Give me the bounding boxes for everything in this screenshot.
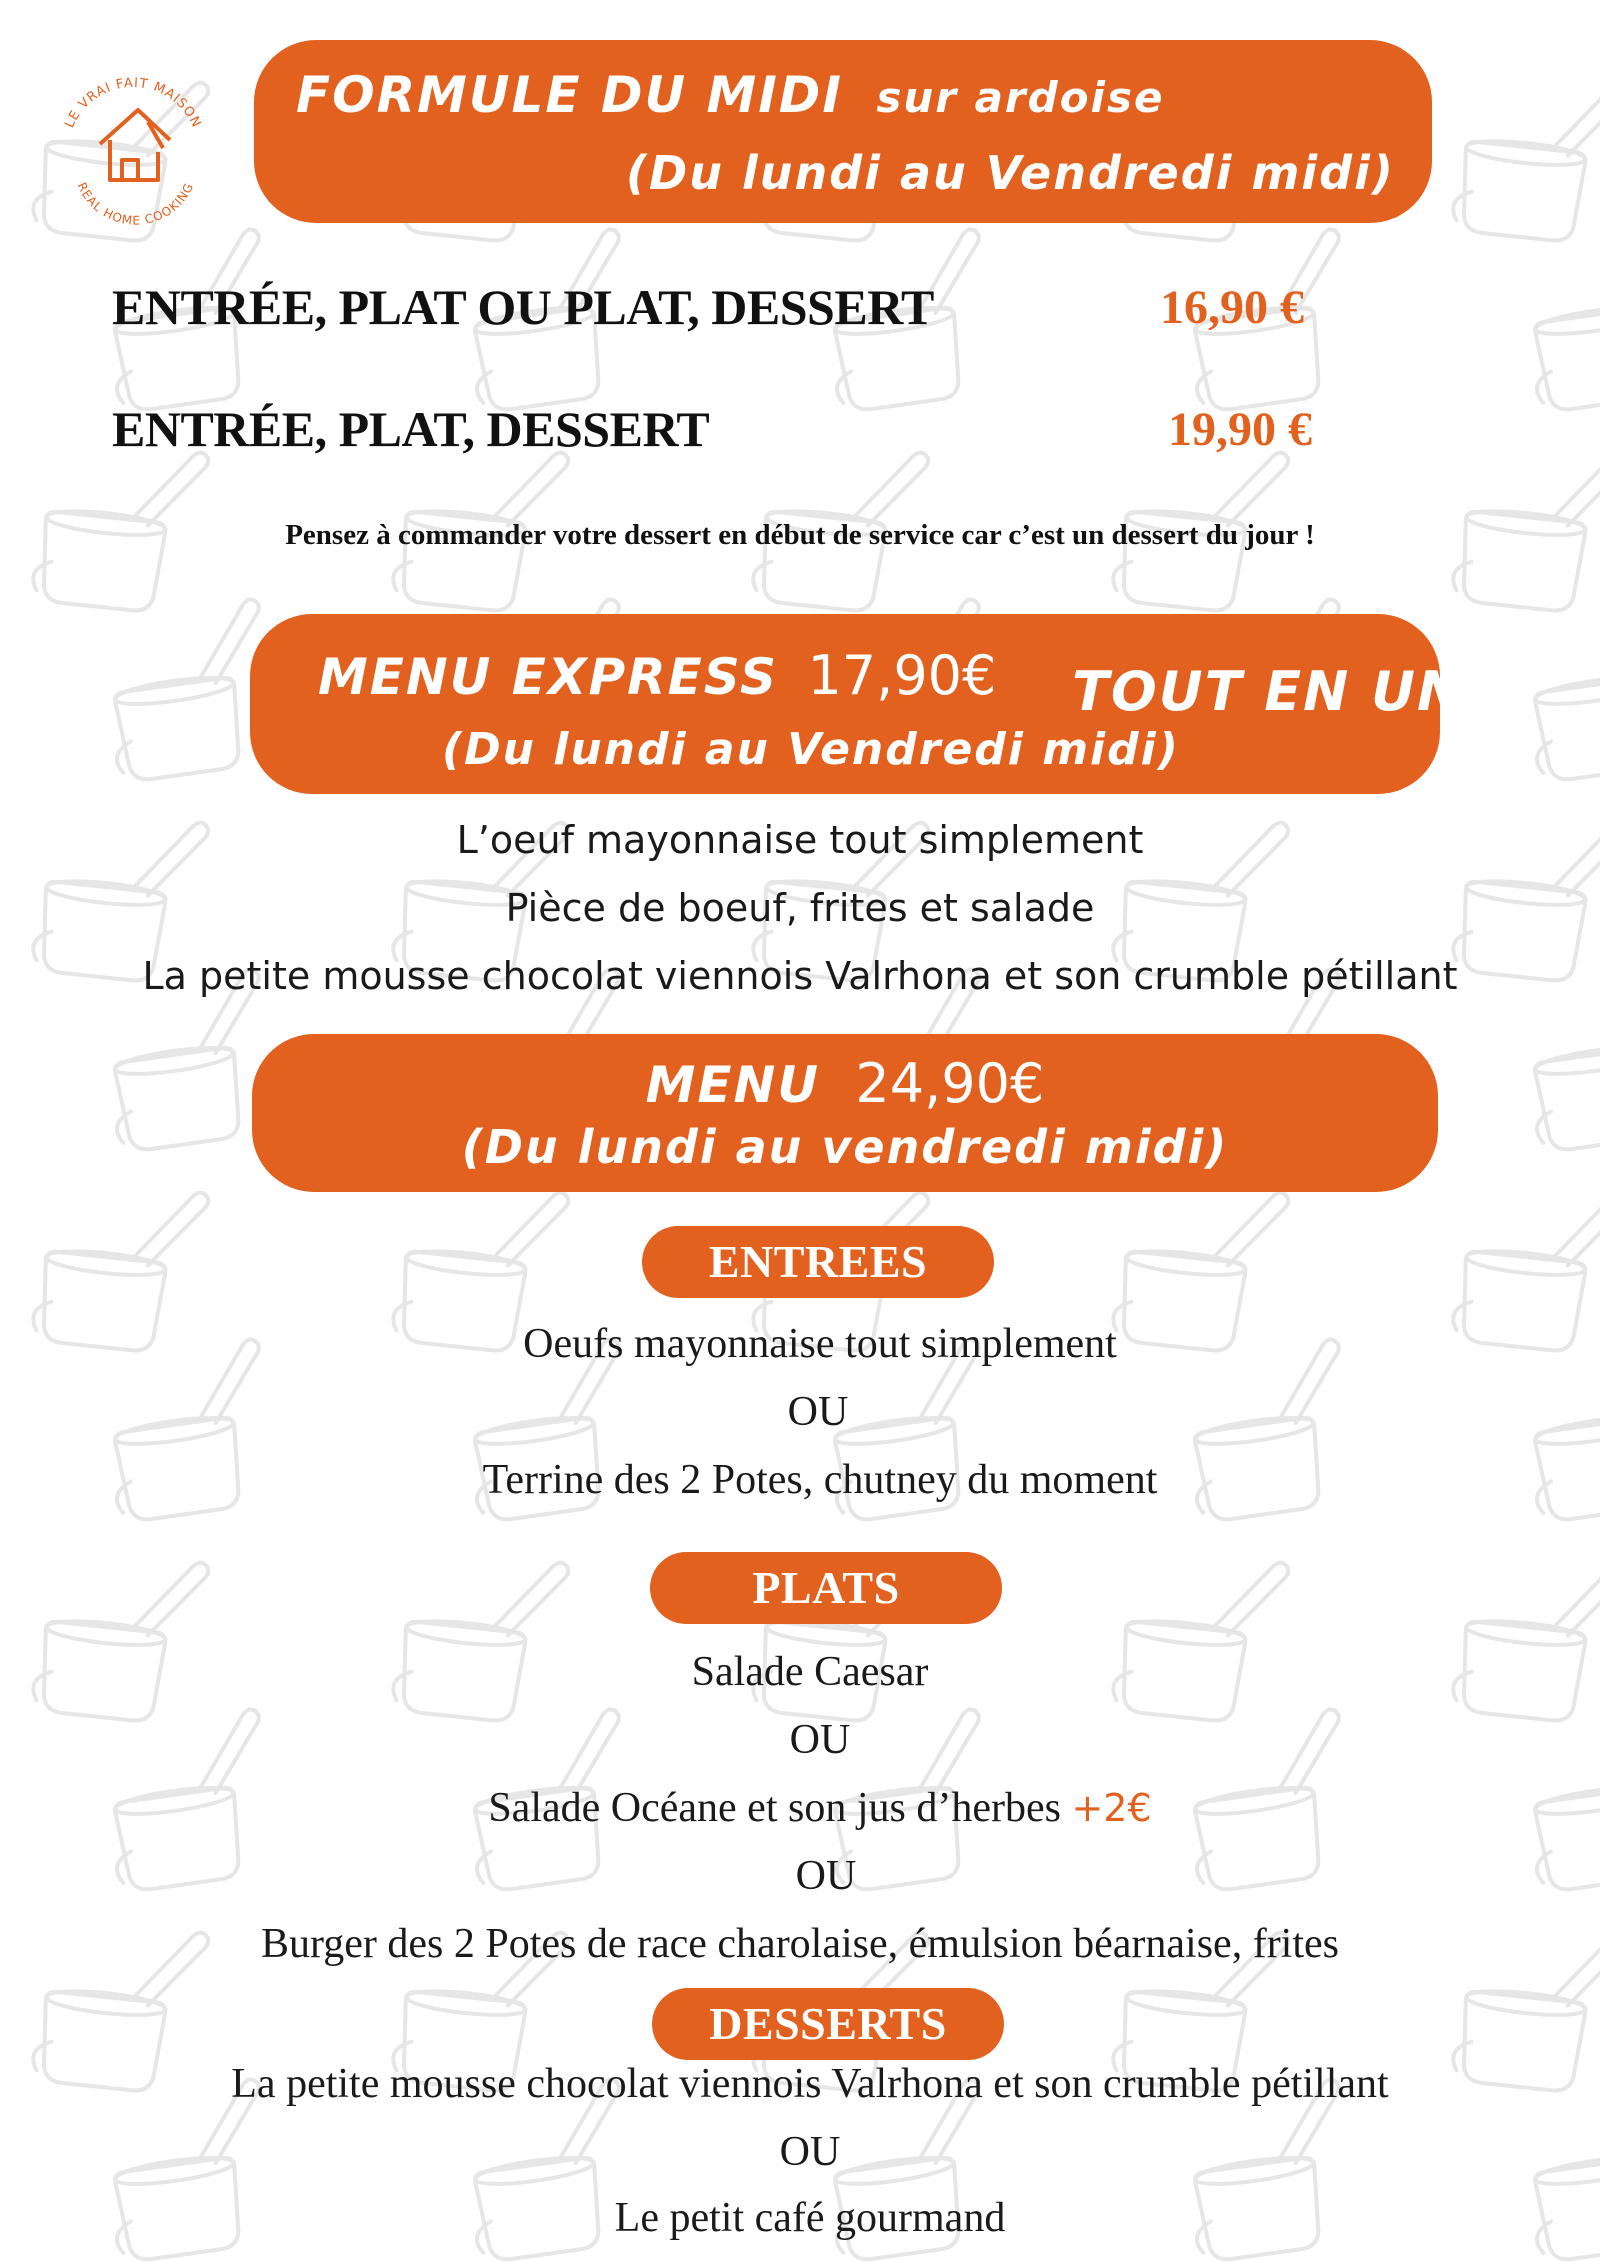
express-banner xyxy=(250,614,1465,794)
saucepan-icon xyxy=(391,1547,569,1727)
express-title: MENU EXPRESS xyxy=(318,648,779,706)
formule-title: FORMULE DU MIDI xyxy=(296,66,843,124)
entree-or: OU xyxy=(787,1389,849,1435)
express-tag: TOUT EN UN xyxy=(1072,660,1465,723)
entrees-heading: ENTREES xyxy=(642,1226,994,1298)
entree-item-2: Terrine des 2 Potes, chutney du moment xyxy=(482,1457,1158,1503)
offer-label-2: ENTRÉE, PLAT, DESSERT xyxy=(112,401,710,457)
formule-subtitle: (Du lundi au Vendredi midi) xyxy=(626,146,1395,200)
dessert-item-1: La petite mousse chocolat viennois Valrhona et son crumble pétillant xyxy=(231,2061,1389,2107)
menu-title: MENU xyxy=(645,1056,820,1114)
menu-banner xyxy=(252,1034,1438,1192)
express-item-1: L’oeuf mayonnaise tout simplement xyxy=(456,818,1144,862)
saucepan-icon xyxy=(31,1547,209,1727)
plat-item-3: Burger des 2 Potes de race charolaise, émulsion béarnaise, frites xyxy=(260,1921,1339,1967)
formule-title-suffix: sur ardoise xyxy=(876,73,1165,122)
plat-item-2 xyxy=(20,1784,1600,1832)
saucepan-icon xyxy=(1451,1547,1600,1727)
brand-logo xyxy=(38,52,228,242)
formule-banner xyxy=(254,40,1432,223)
house-logo-icon xyxy=(38,52,228,242)
svg-text:REAL HOME COOKING: REAL HOME COOKING xyxy=(74,180,197,228)
menu-price: 24,90€ xyxy=(855,1052,1045,1115)
express-price: 17,90€ xyxy=(807,644,997,707)
plat-or-1: OU xyxy=(789,1717,851,1763)
saucepan-icon xyxy=(1517,228,1600,413)
plats-heading: PLATS xyxy=(650,1552,1002,1624)
supplement-price: +2€ xyxy=(1071,1786,1152,1830)
offer-price-2: 19,90 € xyxy=(1168,403,1312,456)
saucepan-icon xyxy=(1451,67,1600,247)
entree-item-1: Oeufs mayonnaise tout simplement xyxy=(523,1321,1117,1367)
plat-or-2: OU xyxy=(795,1853,857,1899)
plat-item-1: Salade Caesar xyxy=(691,1649,929,1695)
desserts-heading: DESSERTS xyxy=(652,1988,1004,2060)
dessert-note: Pensez à commander votre dessert en début de service car c’est un dessert du jour ! xyxy=(285,519,1315,551)
offer-label-1: ENTRÉE, PLAT OU PLAT, DESSERT xyxy=(112,279,934,335)
menu-subtitle: (Du lundi au vendredi midi) xyxy=(461,1120,1229,1174)
express-item-3: La petite mousse chocolat viennois Valrhona et son crumble pétillant xyxy=(142,954,1458,998)
dessert-item-2: Le petit café gourmand xyxy=(614,2195,1006,2241)
express-item-2: Pièce de boeuf, frites et salade xyxy=(505,886,1095,930)
plat-item-2-label: Salade Océane et son jus d’herbes xyxy=(488,1785,1061,1831)
express-subtitle: (Du lundi au Vendredi midi) xyxy=(442,724,1180,775)
dessert-or: OU xyxy=(779,2129,841,2175)
saucepan-icon xyxy=(1111,1547,1289,1727)
svg-text:LE VRAI FAIT MAISON: LE VRAI FAIT MAISON xyxy=(62,75,204,131)
saucepan-icon xyxy=(1517,598,1600,783)
offer-price-1: 16,90 € xyxy=(1160,281,1304,334)
